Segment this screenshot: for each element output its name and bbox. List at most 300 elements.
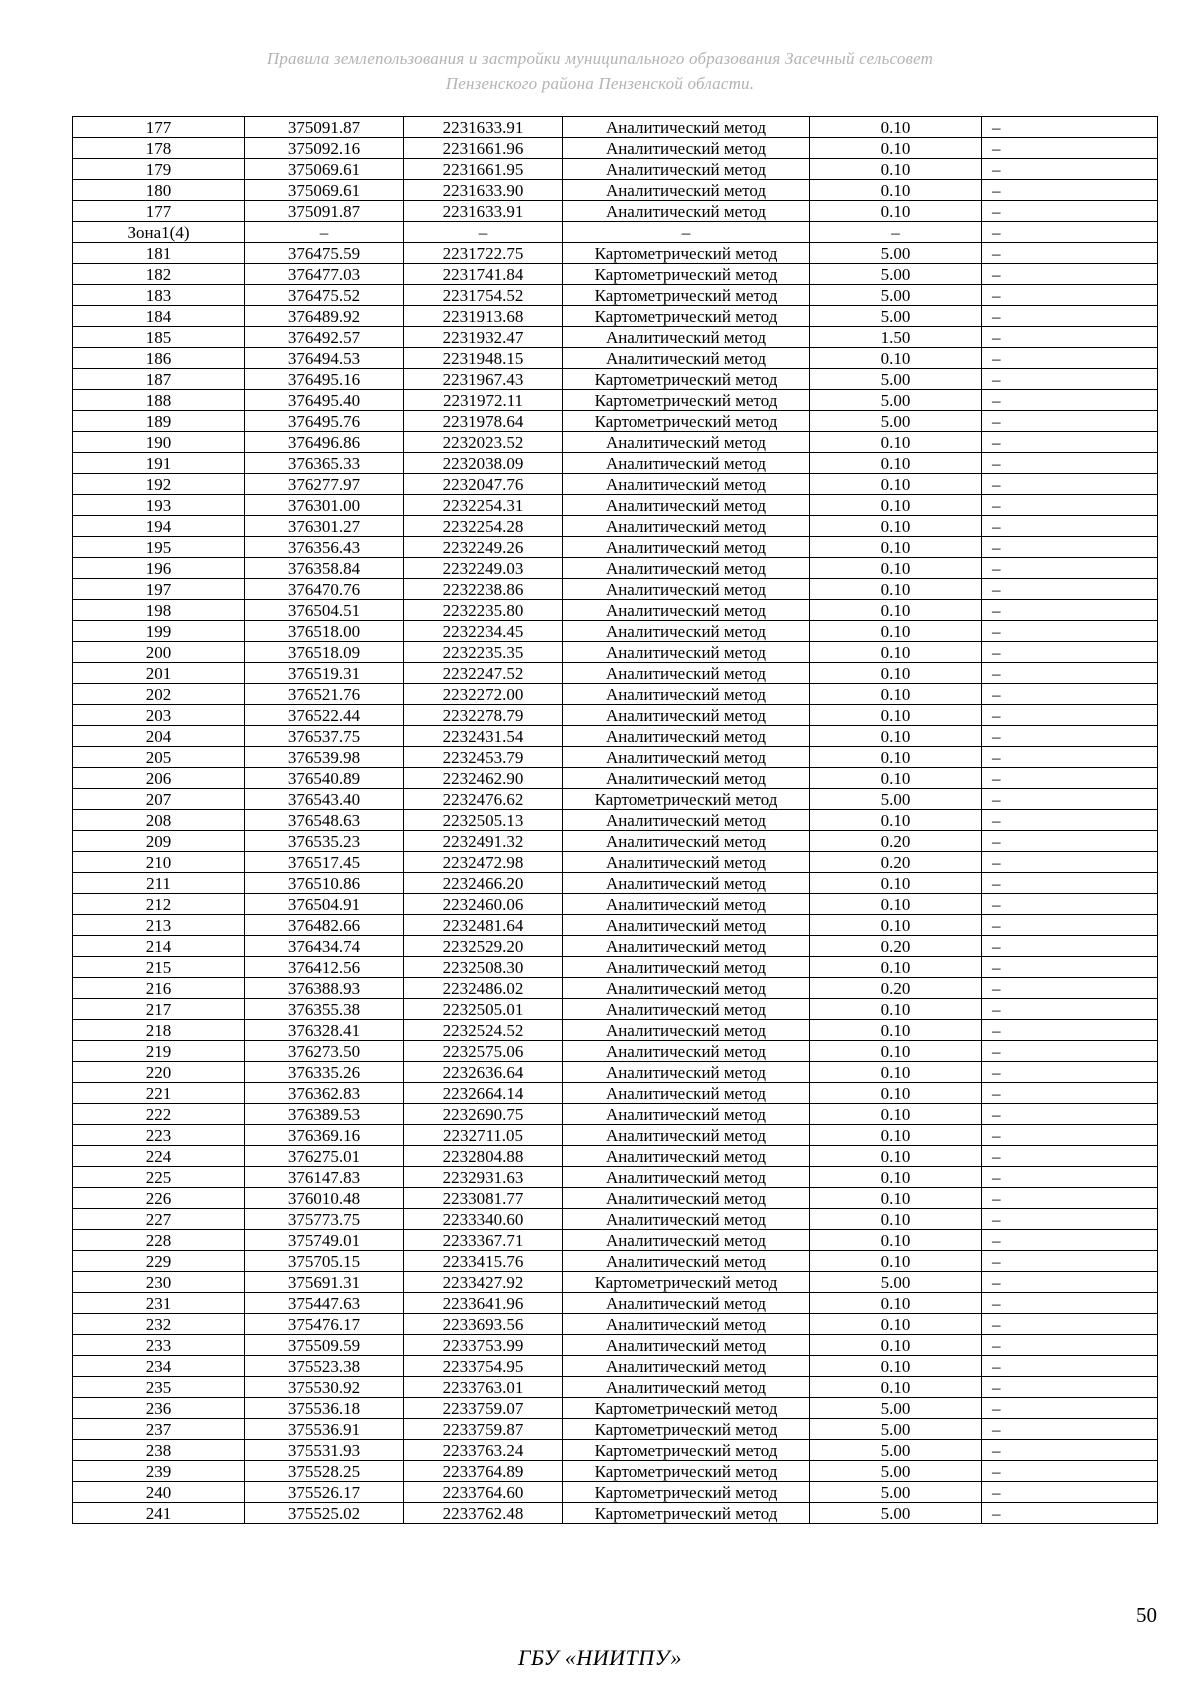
- method-cell: Аналитический метод: [563, 621, 810, 642]
- note-cell: –: [982, 474, 1158, 495]
- method-cell: Картометрический метод: [563, 1419, 810, 1440]
- y-coordinate-cell: 2233764.89: [404, 1461, 563, 1482]
- table-row: [73, 621, 1158, 642]
- table-row: [73, 1104, 1158, 1125]
- table-row: [73, 201, 1158, 222]
- point-number-cell: Зона1(4): [73, 222, 245, 243]
- table-row: [73, 1314, 1158, 1335]
- accuracy-cell: 5.00: [810, 1398, 982, 1419]
- point-number-cell: 240: [73, 1482, 245, 1503]
- accuracy-cell: 5.00: [810, 789, 982, 810]
- note-cell: –: [982, 684, 1158, 705]
- method-cell: Аналитический метод: [563, 579, 810, 600]
- point-number-cell: 191: [73, 453, 245, 474]
- accuracy-cell: 0.10: [810, 1230, 982, 1251]
- y-coordinate-cell: 2233753.99: [404, 1335, 563, 1356]
- note-cell: –: [982, 180, 1158, 201]
- table-row: [73, 1167, 1158, 1188]
- method-cell: Аналитический метод: [563, 180, 810, 201]
- accuracy-cell: 5.00: [810, 1461, 982, 1482]
- table-row: [73, 1272, 1158, 1293]
- method-cell: Аналитический метод: [563, 1251, 810, 1272]
- method-cell: Аналитический метод: [563, 1083, 810, 1104]
- method-cell: Аналитический метод: [563, 705, 810, 726]
- point-number-cell: 208: [73, 810, 245, 831]
- y-coordinate-cell: 2233427.92: [404, 1272, 563, 1293]
- method-cell: Аналитический метод: [563, 516, 810, 537]
- y-coordinate-cell: 2233693.56: [404, 1314, 563, 1335]
- note-cell: –: [982, 747, 1158, 768]
- point-number-cell: 220: [73, 1062, 245, 1083]
- accuracy-cell: 5.00: [810, 306, 982, 327]
- note-cell: –: [982, 390, 1158, 411]
- point-number-cell: 237: [73, 1419, 245, 1440]
- point-number-cell: 205: [73, 747, 245, 768]
- point-number-cell: 217: [73, 999, 245, 1020]
- accuracy-cell: 0.10: [810, 1293, 982, 1314]
- point-number-cell: 216: [73, 978, 245, 999]
- accuracy-cell: 5.00: [810, 1272, 982, 1293]
- y-coordinate-cell: 2233759.07: [404, 1398, 563, 1419]
- table-row: [73, 138, 1158, 159]
- method-cell: Аналитический метод: [563, 537, 810, 558]
- table-row: [73, 1083, 1158, 1104]
- point-number-cell: 238: [73, 1440, 245, 1461]
- method-cell: Аналитический метод: [563, 1209, 810, 1230]
- method-cell: Картометрический метод: [563, 285, 810, 306]
- method-cell: Картометрический метод: [563, 306, 810, 327]
- note-cell: –: [982, 495, 1158, 516]
- x-coordinate-cell: 375069.61: [245, 159, 404, 180]
- accuracy-cell: 0.10: [810, 1062, 982, 1083]
- accuracy-cell: 5.00: [810, 264, 982, 285]
- note-cell: –: [982, 558, 1158, 579]
- y-coordinate-cell: 2232690.75: [404, 1104, 563, 1125]
- note-cell: –: [982, 810, 1158, 831]
- method-cell: Картометрический метод: [563, 1503, 810, 1524]
- method-cell: Аналитический метод: [563, 1041, 810, 1062]
- table-row: [73, 852, 1158, 873]
- point-number-cell: 189: [73, 411, 245, 432]
- note-cell: –: [982, 1398, 1158, 1419]
- note-cell: –: [982, 999, 1158, 1020]
- x-coordinate-cell: 375536.91: [245, 1419, 404, 1440]
- accuracy-cell: 0.10: [810, 999, 982, 1020]
- x-coordinate-cell: 376301.00: [245, 495, 404, 516]
- accuracy-cell: 0.10: [810, 1167, 982, 1188]
- method-cell: Аналитический метод: [563, 978, 810, 999]
- method-cell: Аналитический метод: [563, 138, 810, 159]
- y-coordinate-cell: 2231741.84: [404, 264, 563, 285]
- method-cell: Аналитический метод: [563, 474, 810, 495]
- accuracy-cell: 0.10: [810, 1356, 982, 1377]
- accuracy-cell: 0.10: [810, 1314, 982, 1335]
- y-coordinate-cell: 2232711.05: [404, 1125, 563, 1146]
- point-number-cell: 194: [73, 516, 245, 537]
- method-cell: Аналитический метод: [563, 1104, 810, 1125]
- point-number-cell: 190: [73, 432, 245, 453]
- x-coordinate-cell: 376496.86: [245, 432, 404, 453]
- x-coordinate-cell: 376517.45: [245, 852, 404, 873]
- method-cell: Аналитический метод: [563, 915, 810, 936]
- table-row: [73, 957, 1158, 978]
- note-cell: –: [982, 1293, 1158, 1314]
- accuracy-cell: 0.10: [810, 117, 982, 138]
- note-cell: –: [982, 600, 1158, 621]
- x-coordinate-cell: 376369.16: [245, 1125, 404, 1146]
- table-row: [73, 1146, 1158, 1167]
- x-coordinate-cell: 375523.38: [245, 1356, 404, 1377]
- table-row: [73, 1335, 1158, 1356]
- note-cell: –: [982, 1335, 1158, 1356]
- point-number-cell: 184: [73, 306, 245, 327]
- table-row: [73, 684, 1158, 705]
- accuracy-cell: 0.10: [810, 474, 982, 495]
- y-coordinate-cell: 2231978.64: [404, 411, 563, 432]
- method-cell: Картометрический метод: [563, 264, 810, 285]
- y-coordinate-cell: 2232481.64: [404, 915, 563, 936]
- method-cell: Картометрический метод: [563, 369, 810, 390]
- method-cell: Аналитический метод: [563, 600, 810, 621]
- method-cell: Картометрический метод: [563, 411, 810, 432]
- table-row: [73, 936, 1158, 957]
- x-coordinate-cell: 375528.25: [245, 1461, 404, 1482]
- y-coordinate-cell: 2231661.95: [404, 159, 563, 180]
- accuracy-cell: 0.10: [810, 1125, 982, 1146]
- method-cell: Аналитический метод: [563, 1314, 810, 1335]
- y-coordinate-cell: 2232491.32: [404, 831, 563, 852]
- table-row: [73, 558, 1158, 579]
- table-row: [73, 1503, 1158, 1524]
- note-cell: –: [982, 978, 1158, 999]
- accuracy-cell: 0.10: [810, 705, 982, 726]
- header-line-2: Пензенского района Пензенской области.: [445, 74, 755, 93]
- point-number-cell: 241: [73, 1503, 245, 1524]
- note-cell: –: [982, 453, 1158, 474]
- y-coordinate-cell: 2232524.52: [404, 1020, 563, 1041]
- accuracy-cell: 0.10: [810, 1188, 982, 1209]
- note-cell: –: [982, 1377, 1158, 1398]
- table-row: [73, 474, 1158, 495]
- point-number-cell: 183: [73, 285, 245, 306]
- accuracy-cell: 0.10: [810, 348, 982, 369]
- table-row: [73, 285, 1158, 306]
- table-row: [73, 369, 1158, 390]
- note-cell: –: [982, 159, 1158, 180]
- note-cell: –: [982, 642, 1158, 663]
- note-cell: –: [982, 1188, 1158, 1209]
- note-cell: –: [982, 1083, 1158, 1104]
- point-number-cell: 196: [73, 558, 245, 579]
- header-line-1: Правила землепользования и застройки муниципального образования Засечный сельсовет: [266, 49, 934, 68]
- y-coordinate-cell: 2233754.95: [404, 1356, 563, 1377]
- x-coordinate-cell: 375509.59: [245, 1335, 404, 1356]
- y-coordinate-cell: 2232664.14: [404, 1083, 563, 1104]
- point-number-cell: 185: [73, 327, 245, 348]
- note-cell: –: [982, 117, 1158, 138]
- x-coordinate-cell: 376335.26: [245, 1062, 404, 1083]
- y-coordinate-cell: 2232460.06: [404, 894, 563, 915]
- point-number-cell: 197: [73, 579, 245, 600]
- method-cell: Картометрический метод: [563, 789, 810, 810]
- y-coordinate-cell: 2233367.71: [404, 1230, 563, 1251]
- point-number-cell: 225: [73, 1167, 245, 1188]
- table-row: [73, 915, 1158, 936]
- y-coordinate-cell: 2232476.62: [404, 789, 563, 810]
- x-coordinate-cell: 376492.57: [245, 327, 404, 348]
- y-coordinate-cell: 2233340.60: [404, 1209, 563, 1230]
- y-coordinate-cell: 2232047.76: [404, 474, 563, 495]
- x-coordinate-cell: 376389.53: [245, 1104, 404, 1125]
- y-coordinate-cell: 2232235.35: [404, 642, 563, 663]
- y-coordinate-cell: 2231948.15: [404, 348, 563, 369]
- note-cell: –: [982, 852, 1158, 873]
- table-row: [73, 516, 1158, 537]
- method-cell: Аналитический метод: [563, 1188, 810, 1209]
- point-number-cell: 193: [73, 495, 245, 516]
- table-row: [73, 1482, 1158, 1503]
- x-coordinate-cell: 376328.41: [245, 1020, 404, 1041]
- accuracy-cell: 0.10: [810, 1020, 982, 1041]
- table-row: [73, 537, 1158, 558]
- accuracy-cell: 0.10: [810, 915, 982, 936]
- point-number-cell: 229: [73, 1251, 245, 1272]
- x-coordinate-cell: 376482.66: [245, 915, 404, 936]
- method-cell: Аналитический метод: [563, 432, 810, 453]
- y-coordinate-cell: 2231754.52: [404, 285, 563, 306]
- x-coordinate-cell: 375705.15: [245, 1251, 404, 1272]
- y-coordinate-cell: 2231967.43: [404, 369, 563, 390]
- y-coordinate-cell: 2232636.64: [404, 1062, 563, 1083]
- y-coordinate-cell: 2233759.87: [404, 1419, 563, 1440]
- accuracy-cell: 0.10: [810, 600, 982, 621]
- note-cell: –: [982, 1482, 1158, 1503]
- table-row: [73, 1293, 1158, 1314]
- y-coordinate-cell: 2232247.52: [404, 663, 563, 684]
- accuracy-cell: 0.10: [810, 180, 982, 201]
- note-cell: –: [982, 663, 1158, 684]
- y-coordinate-cell: 2231661.96: [404, 138, 563, 159]
- point-number-cell: 178: [73, 138, 245, 159]
- point-number-cell: 202: [73, 684, 245, 705]
- x-coordinate-cell: 376388.93: [245, 978, 404, 999]
- note-cell: –: [982, 705, 1158, 726]
- method-cell: Картометрический метод: [563, 1398, 810, 1419]
- note-cell: –: [982, 1041, 1158, 1062]
- note-cell: –: [982, 1062, 1158, 1083]
- method-cell: Аналитический метод: [563, 1356, 810, 1377]
- x-coordinate-cell: 376522.44: [245, 705, 404, 726]
- note-cell: –: [982, 831, 1158, 852]
- point-number-cell: 227: [73, 1209, 245, 1230]
- x-coordinate-cell: 376540.89: [245, 768, 404, 789]
- table-row: [73, 789, 1158, 810]
- table-row: [73, 999, 1158, 1020]
- accuracy-cell: 0.20: [810, 852, 982, 873]
- x-coordinate-cell: 375447.63: [245, 1293, 404, 1314]
- table-row: [73, 390, 1158, 411]
- x-coordinate-cell: 375069.61: [245, 180, 404, 201]
- point-number-cell: 223: [73, 1125, 245, 1146]
- y-coordinate-cell: 2232278.79: [404, 705, 563, 726]
- x-coordinate-cell: 376010.48: [245, 1188, 404, 1209]
- table-row: [73, 180, 1158, 201]
- point-number-cell: 186: [73, 348, 245, 369]
- point-number-cell: 231: [73, 1293, 245, 1314]
- table-row: [73, 495, 1158, 516]
- y-coordinate-cell: 2231633.91: [404, 201, 563, 222]
- accuracy-cell: 5.00: [810, 369, 982, 390]
- note-cell: –: [982, 1104, 1158, 1125]
- table-row: [73, 1209, 1158, 1230]
- y-coordinate-cell: 2232431.54: [404, 726, 563, 747]
- accuracy-cell: 5.00: [810, 411, 982, 432]
- note-cell: –: [982, 789, 1158, 810]
- note-cell: –: [982, 873, 1158, 894]
- y-coordinate-cell: 2231913.68: [404, 306, 563, 327]
- note-cell: –: [982, 1251, 1158, 1272]
- method-cell: Аналитический метод: [563, 201, 810, 222]
- accuracy-cell: 0.10: [810, 894, 982, 915]
- note-cell: –: [982, 1230, 1158, 1251]
- y-coordinate-cell: 2232023.52: [404, 432, 563, 453]
- table-row: [73, 1062, 1158, 1083]
- x-coordinate-cell: 376519.31: [245, 663, 404, 684]
- coordinates-table: [72, 116, 1158, 1524]
- note-cell: –: [982, 1356, 1158, 1377]
- point-number-cell: 236: [73, 1398, 245, 1419]
- method-cell: Аналитический метод: [563, 558, 810, 579]
- note-cell: –: [982, 516, 1158, 537]
- y-coordinate-cell: 2232249.03: [404, 558, 563, 579]
- method-cell: Аналитический метод: [563, 495, 810, 516]
- note-cell: –: [982, 915, 1158, 936]
- accuracy-cell: 0.20: [810, 831, 982, 852]
- table-row: [73, 1188, 1158, 1209]
- accuracy-cell: 5.00: [810, 1482, 982, 1503]
- method-cell: Картометрический метод: [563, 1482, 810, 1503]
- point-number-cell: 199: [73, 621, 245, 642]
- method-cell: Аналитический метод: [563, 1167, 810, 1188]
- accuracy-cell: 5.00: [810, 390, 982, 411]
- y-coordinate-cell: 2231633.91: [404, 117, 563, 138]
- table-row: [73, 432, 1158, 453]
- method-cell: Аналитический метод: [563, 1293, 810, 1314]
- point-number-cell: 215: [73, 957, 245, 978]
- method-cell: Аналитический метод: [563, 726, 810, 747]
- x-coordinate-cell: 376543.40: [245, 789, 404, 810]
- x-coordinate-cell: 376510.86: [245, 873, 404, 894]
- note-cell: –: [982, 201, 1158, 222]
- x-coordinate-cell: 376489.92: [245, 306, 404, 327]
- method-cell: Аналитический метод: [563, 1062, 810, 1083]
- table-row: [73, 453, 1158, 474]
- method-cell: Аналитический метод: [563, 642, 810, 663]
- point-number-cell: 187: [73, 369, 245, 390]
- note-cell: –: [982, 327, 1158, 348]
- point-number-cell: 177: [73, 201, 245, 222]
- x-coordinate-cell: 376518.09: [245, 642, 404, 663]
- method-cell: Аналитический метод: [563, 663, 810, 684]
- point-number-cell: 179: [73, 159, 245, 180]
- table-row: [73, 348, 1158, 369]
- point-number-cell: 228: [73, 1230, 245, 1251]
- note-cell: –: [982, 1461, 1158, 1482]
- y-coordinate-cell: 2233081.77: [404, 1188, 563, 1209]
- point-number-cell: 192: [73, 474, 245, 495]
- accuracy-cell: 0.10: [810, 726, 982, 747]
- accuracy-cell: 0.10: [810, 453, 982, 474]
- note-cell: –: [982, 243, 1158, 264]
- point-number-cell: 222: [73, 1104, 245, 1125]
- table-row: [73, 894, 1158, 915]
- y-coordinate-cell: 2232249.26: [404, 537, 563, 558]
- x-coordinate-cell: 376494.53: [245, 348, 404, 369]
- y-coordinate-cell: 2232804.88: [404, 1146, 563, 1167]
- accuracy-cell: 0.10: [810, 495, 982, 516]
- point-number-cell: 188: [73, 390, 245, 411]
- point-number-cell: 207: [73, 789, 245, 810]
- x-coordinate-cell: 375476.17: [245, 1314, 404, 1335]
- x-coordinate-cell: 376535.23: [245, 831, 404, 852]
- table-row: [73, 1125, 1158, 1146]
- accuracy-cell: 0.10: [810, 768, 982, 789]
- accuracy-cell: 0.10: [810, 873, 982, 894]
- y-coordinate-cell: –: [404, 222, 563, 243]
- x-coordinate-cell: 376356.43: [245, 537, 404, 558]
- table-row: [73, 1461, 1158, 1482]
- point-number-cell: 224: [73, 1146, 245, 1167]
- table-row: [73, 264, 1158, 285]
- x-coordinate-cell: 376277.97: [245, 474, 404, 495]
- point-number-cell: 181: [73, 243, 245, 264]
- method-cell: Аналитический метод: [563, 1377, 810, 1398]
- table-row: [73, 978, 1158, 999]
- y-coordinate-cell: 2232234.45: [404, 621, 563, 642]
- table-row: [73, 117, 1158, 138]
- method-cell: Аналитический метод: [563, 117, 810, 138]
- note-cell: –: [982, 726, 1158, 747]
- point-number-cell: 198: [73, 600, 245, 621]
- accuracy-cell: 0.10: [810, 432, 982, 453]
- method-cell: Аналитический метод: [563, 1230, 810, 1251]
- y-coordinate-cell: 2232472.98: [404, 852, 563, 873]
- x-coordinate-cell: 375749.01: [245, 1230, 404, 1251]
- accuracy-cell: 0.10: [810, 138, 982, 159]
- note-cell: –: [982, 1020, 1158, 1041]
- point-number-cell: 221: [73, 1083, 245, 1104]
- accuracy-cell: 1.50: [810, 327, 982, 348]
- y-coordinate-cell: 2232575.06: [404, 1041, 563, 1062]
- table-row: [73, 1041, 1158, 1062]
- y-coordinate-cell: 2233763.01: [404, 1377, 563, 1398]
- table-row: [73, 243, 1158, 264]
- point-number-cell: 210: [73, 852, 245, 873]
- accuracy-cell: 0.10: [810, 1083, 982, 1104]
- x-coordinate-cell: 375536.18: [245, 1398, 404, 1419]
- table-row: [73, 1398, 1158, 1419]
- note-cell: –: [982, 894, 1158, 915]
- page-footer: ГБУ «НИИТПУ»: [517, 1645, 683, 1670]
- point-number-cell: 212: [73, 894, 245, 915]
- method-cell: Аналитический метод: [563, 810, 810, 831]
- accuracy-cell: 0.10: [810, 1041, 982, 1062]
- table-row: [73, 726, 1158, 747]
- table-row: [73, 642, 1158, 663]
- x-coordinate-cell: 376301.27: [245, 516, 404, 537]
- accuracy-cell: 0.10: [810, 159, 982, 180]
- accuracy-cell: 5.00: [810, 1503, 982, 1524]
